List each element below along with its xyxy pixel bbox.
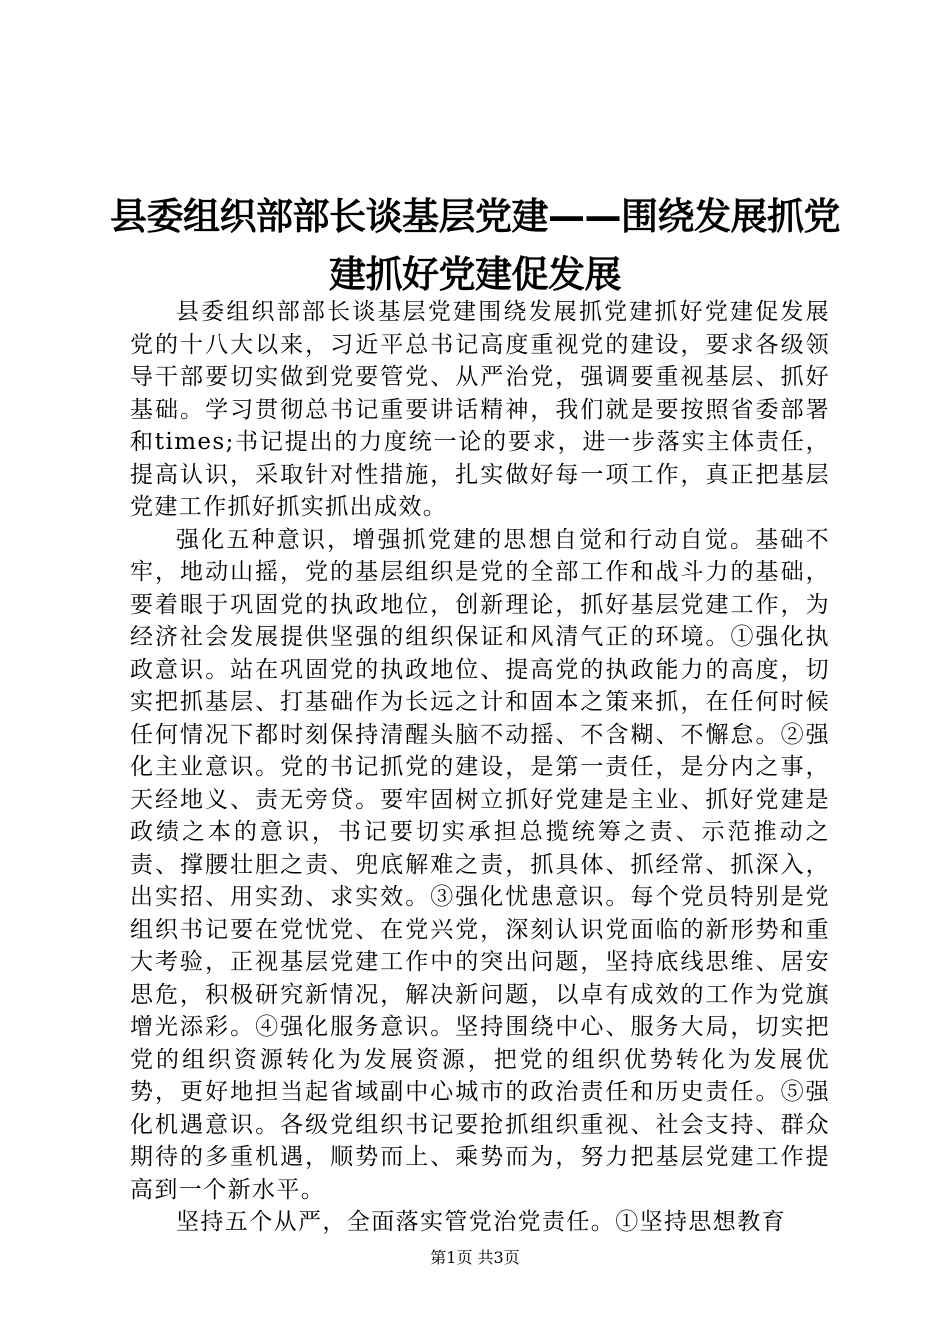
document-title-line-1: 县委组织部部长谈基层党建——围绕发展抓党 — [110, 195, 840, 238]
paragraph-five-strict: 坚持五个从严，全面落实管党治党责任。①坚持思想教育 — [176, 1209, 786, 1235]
document-title-line-2: 建抓好党建促发展 — [329, 253, 621, 296]
paragraph-five-awareness: 强化五种意识，增强抓党建的思想自觉和行动自觉。基础不牢，地动山摇，党的基层组织是党的全部工作和战斗力的基础，要着眼于巩固党的执政地位，创新理论，抓好基层党建工作，为经济社会发展提供坚强的组织保证和风清气正的环境。①强化执政意识。站在巩固党的执政地位、提高党的执政能力的高度，切实把抓基层、打基础作为长远之计和固本之策来抓，在任何时候任何情况下都时刻保持清醒头脑不动摇、不含糊、不懈怠。②强化主业意识。党的书记抓党的建设，是第一责任，是分内之事，天经地义、责无旁贷。要牢固树立抓好党建是主业、抓好党建是政绩之本的意识，书记要切实承担总揽统筹之责、示范推动之责、撑腰壮胆之责、兜底解难之责，抓具体、抓经常、抓深入，出实招、用实劲、求实效。③强化忧患意识。每个党员特别是党组织书记要在党忧党、在党兴党，深刻认识党面临的新形势和重大考验，正视基层党建工作中的突出问题，坚持底线思维、居安思危，积极研究新情况，解决新问题，以卓有成效的工作为党旗增光添彩。④强化服务意识。坚持围绕中心、服务大局，切实把党的组织资源转化为发展资源，把党的组织优势转化为发展优势，更好地担当起省域副中心城市的政治责任和历史责任。⑤强化机遇意识。各级党组织书记要抢抓组织重视、社会支持、群众期待的多重机遇，顺势而上、乘势而为，努力把基层党建工作提高到一个新水平。 — [130, 526, 830, 1203]
page-number-footer: 第1页 共3页 — [430, 1248, 520, 1267]
document-body — [130, 296, 830, 1239]
paragraph-intro: 县委组织部部长谈基层党建围绕发展抓党建抓好党建促发展党的十八大以来，习近平总书记高度重视党的建设，要求各级领导干部要切实做到党要管党、从严治党，强调要重视基层、抓好基础。学习贯彻总书记重要讲话精神，我们就是要按照省委部署和times;书记提出的力度统一论的要求，进一步落实主体责任，提高认识，采取针对性措施，扎实做好每一项工作，真正把基层党建工作抓好抓实抓出成效。 — [130, 299, 830, 520]
